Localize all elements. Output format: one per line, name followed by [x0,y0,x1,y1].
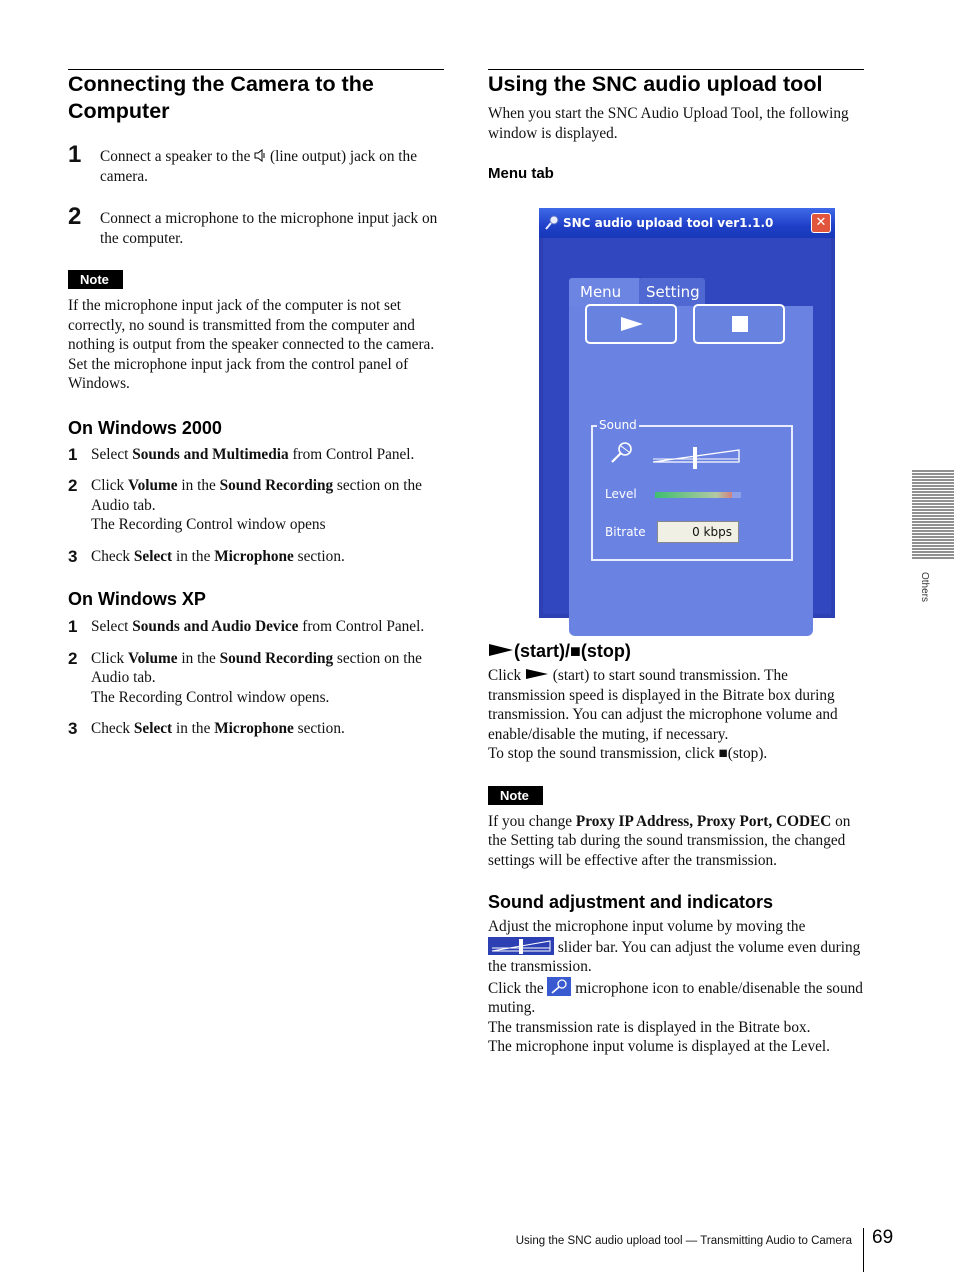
startstop-section [488,640,864,1057]
winxp-step-2 [68,649,444,708]
sound-slider-text: Adjust the microphone input volume by moving the slider bar. You can adjust the volume even during the transmission. [488,918,861,975]
section-title-snc-tool: Using the SNC audio upload tool [488,69,864,98]
sound-mute-text: Click the microphone icon to enable/disenable the sound muting. [488,977,864,1018]
step-2 [68,205,444,248]
winxp-step-3 [68,719,444,739]
win2000-step-1 [68,445,444,465]
start-button[interactable] [585,304,677,344]
snc-audio-upload-window [539,208,835,618]
start-stop-text: Click (start) to start sound transmission. The transmission speed is displayed in the Bitrate box during transmission. You can adjust the microphone volume and enable/disable the muting, if necessary. [488,667,838,743]
step-text: Connect a speaker to the (line output) jack on the camera. [100,148,417,185]
close-button[interactable]: ✕ [811,213,831,233]
heading-menu-tab: Menu tab [488,165,554,182]
step-text: Click Volume in the Sound Recording section on the Audio tab. The Recording Control window opens [91,477,422,533]
stop-icon [732,316,748,332]
tab-setting[interactable]: Setting [639,278,705,306]
stop-text: To stop the sound transmission, click ■(stop). [488,745,768,762]
window-title: SNC audio upload tool ver1.1.0 [563,216,774,230]
step-number: 3 [68,719,78,738]
level-text: The microphone input volume is displayed at the Level. [488,1038,830,1055]
note-block-right [488,786,864,871]
step-number: 1 [68,617,78,636]
win2000-step-2 [68,476,444,535]
level-meter [655,492,741,498]
step-text: Select Sounds and Multimedia from Control Panel. [91,445,415,463]
bitrate-text: The transmission rate is displayed in the Bitrate box. [488,1018,811,1036]
volume-slider[interactable] [651,446,743,470]
app-icon [543,214,561,232]
step-text: Click Volume in the Sound Recording section on the Audio tab. The Recording Control window opens. [91,649,422,706]
step-number: 2 [68,648,78,668]
bitrate-label: Bitrate [605,525,646,539]
step-number: 2 [68,203,82,230]
note-badge: Note [488,786,543,805]
volume-slider-icon [488,937,554,955]
heading-sound-adjustment: Sound adjustment and indicators [488,892,774,912]
level-meter-fill [655,492,732,498]
heading-windows-xp: On Windows XP [68,589,206,609]
step-1 [68,143,444,186]
bitrate-field: 0 kbps [657,521,739,543]
step-text: Check Select in the Microphone section. [91,720,345,737]
microphone-icon[interactable] [607,440,637,468]
win2000-step-3 [68,547,444,567]
side-tab-lines [912,470,954,560]
step-number: 1 [68,141,82,168]
window-body [543,238,831,614]
play-icon [525,668,549,680]
note-text-2: Set the microphone input jack from the control panel of Windows. [68,355,409,392]
sound-group-label: Sound [599,418,637,432]
side-tab-label: Others [919,572,930,603]
volume-slider-thumb[interactable] [693,447,697,469]
heading-start-stop: (start)/■(stop) [488,640,864,662]
play-icon [488,643,514,657]
note-block [68,270,444,394]
speaker-icon [254,149,266,162]
intro-text: When you start the SNC Audio Upload Tool, the following window is displayed. [488,105,849,142]
step-text: Connect a microphone to the microphone input jack on the computer. [100,210,438,247]
step-number: 1 [68,444,78,464]
winxp-step-1 [68,617,444,637]
step-text: Check Select in the Microphone section. [91,547,345,565]
heading-windows-2000: On Windows 2000 [68,417,222,438]
section-title-connecting: Connecting the Camera to the Computer [68,69,444,125]
play-icon [620,316,644,332]
note-text: If the microphone input jack of the computer is not set correctly, no sound is transmitted from the computer and nothing is output from the speaker connected to the camera. [68,297,435,353]
footer-divider [863,1228,864,1272]
page-number: 69 [872,1227,894,1248]
stop-button[interactable] [693,304,785,344]
level-label: Level [605,487,637,501]
microphone-icon [547,977,571,996]
left-column [68,69,444,739]
step-number: 3 [68,546,78,566]
note-text: If you change Proxy IP Address, Proxy Port, CODEC on the Setting tab during the sound transmission, the changed settings will be effective after the transmission. [488,812,851,869]
note-badge: Note [68,270,123,289]
step-text: Select Sounds and Audio Device from Control Panel. [91,618,425,635]
tab-menu[interactable]: Menu [569,278,641,306]
window-titlebar [539,208,835,238]
step-number: 2 [68,476,78,495]
footer-text: Using the SNC audio upload tool — Transmitting Audio to Camera [515,1235,852,1247]
